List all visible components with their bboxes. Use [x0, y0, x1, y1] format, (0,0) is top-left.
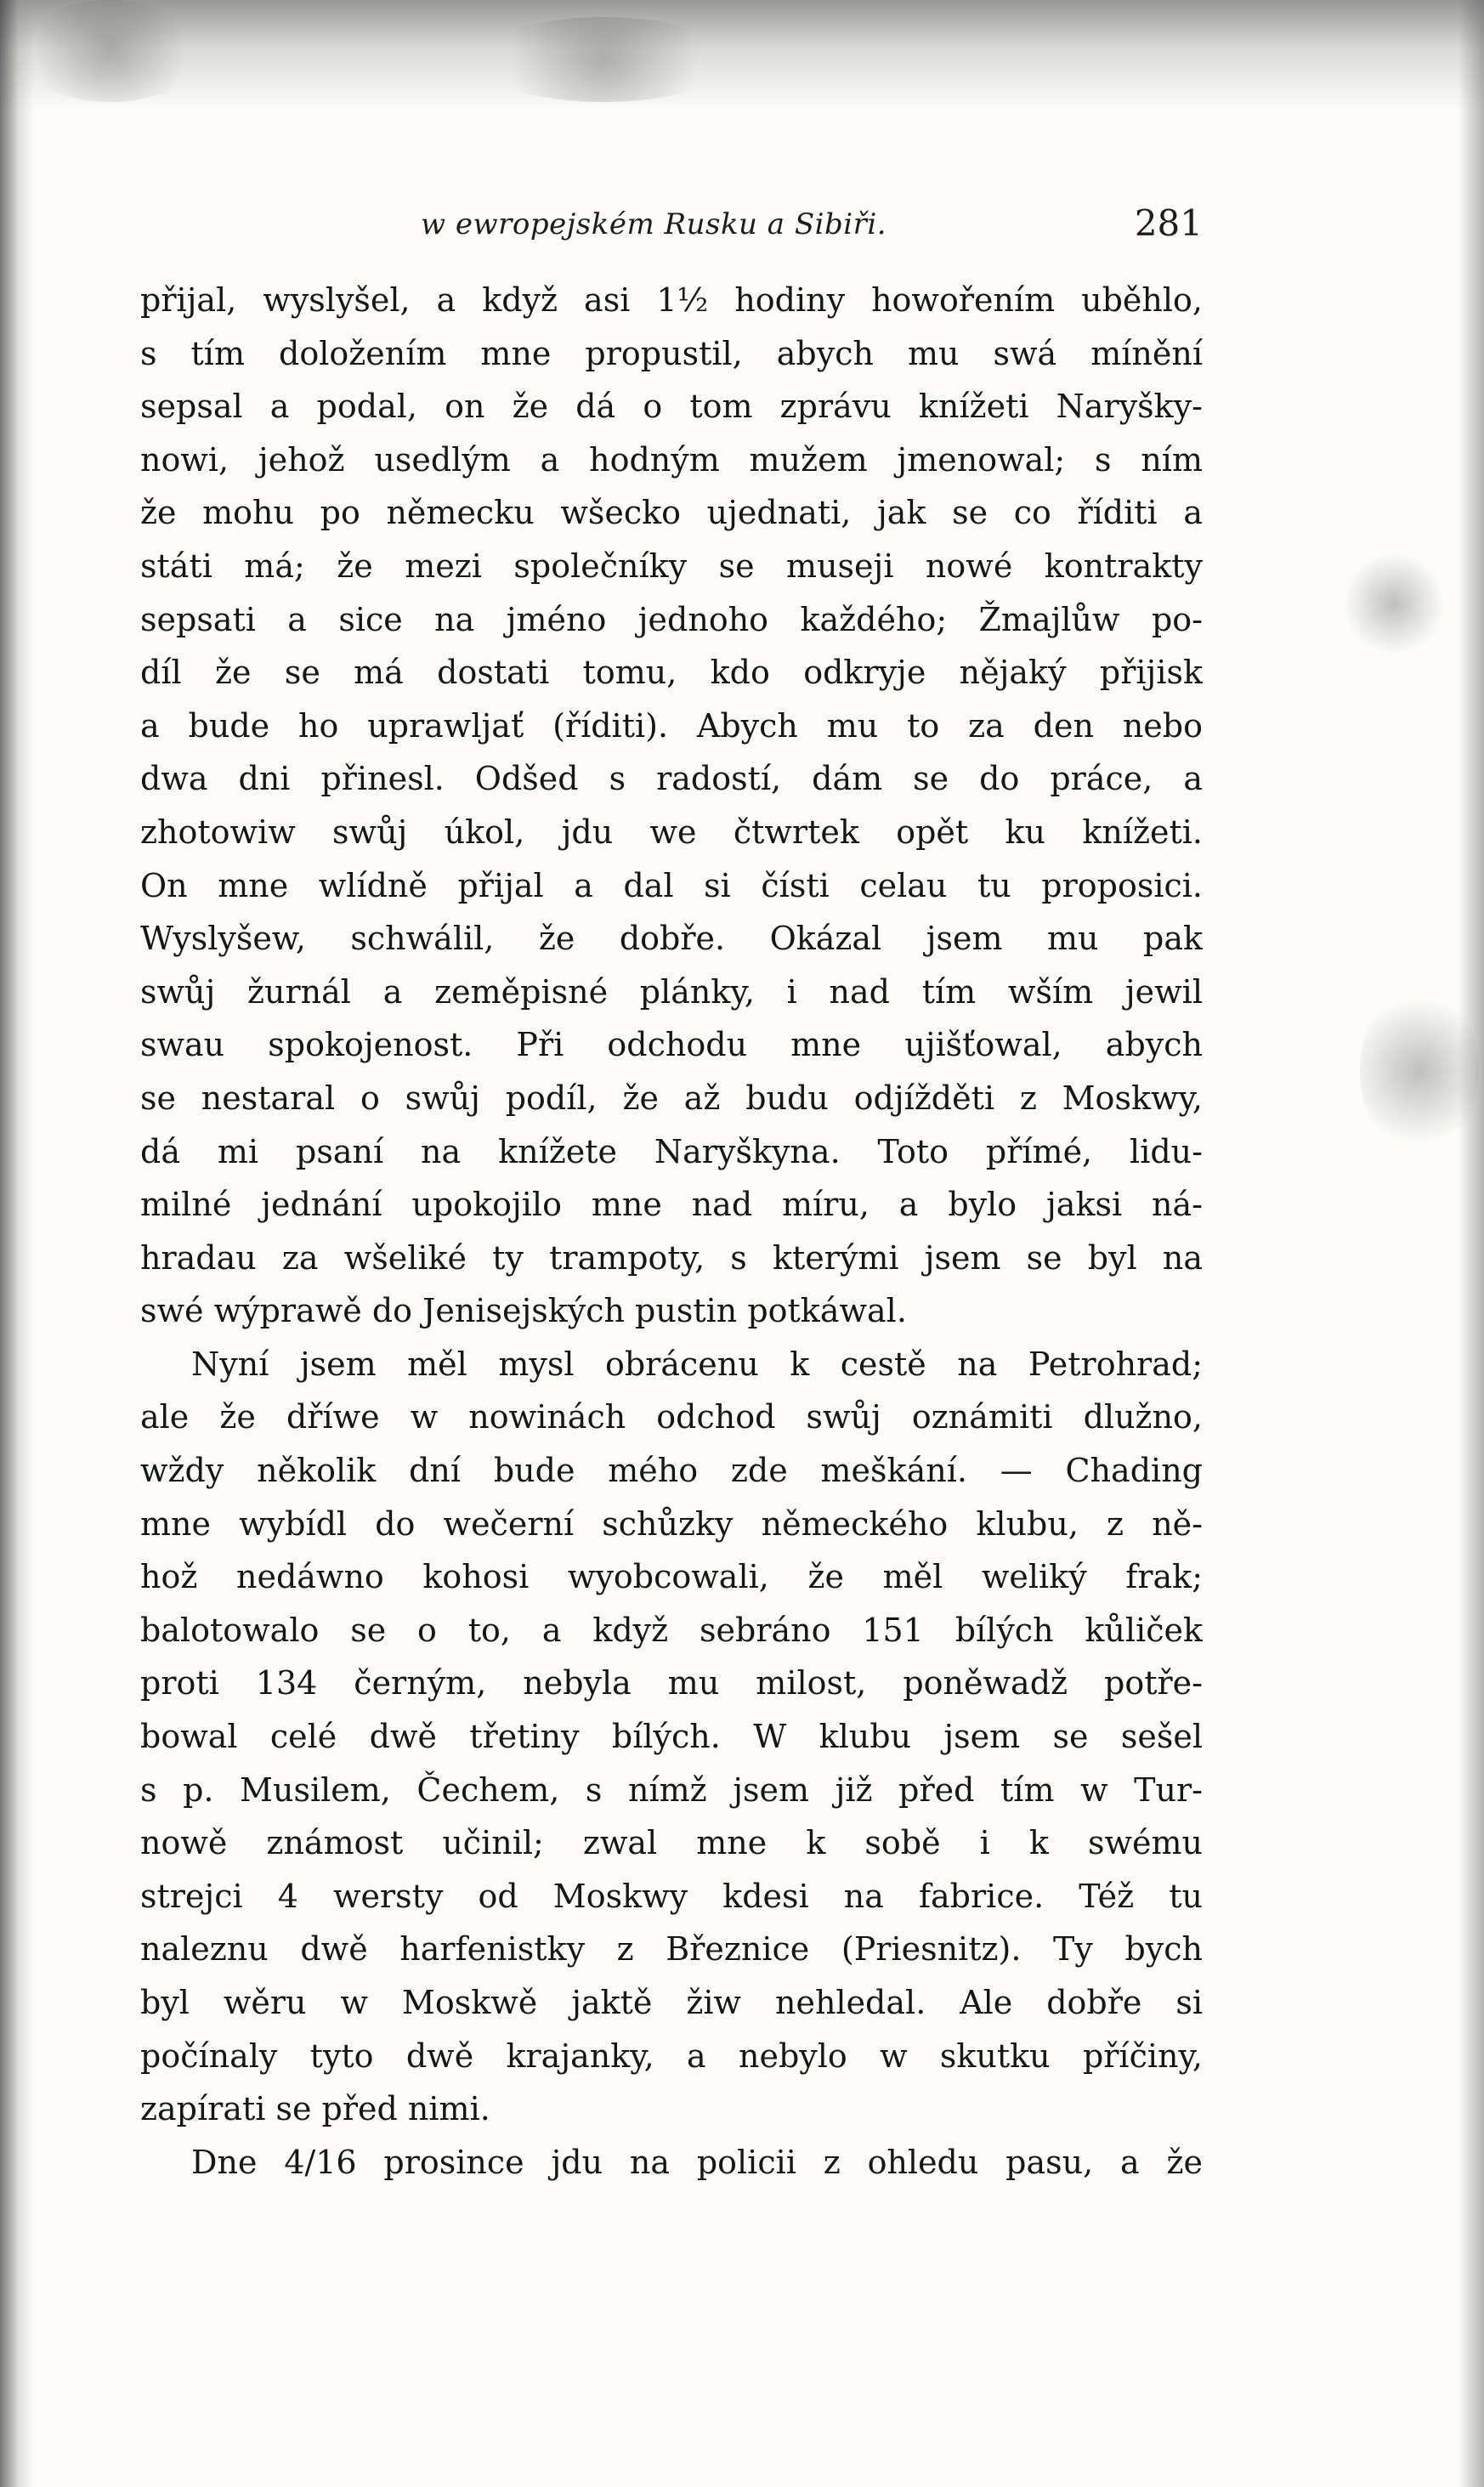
text-line: díl že se má dostati tomu, kdo odkryje nějaký přijisk — [140, 654, 1203, 692]
text-line: Dne 4/16 prosince jdu na policii z ohledu pasu, a že — [191, 2143, 1203, 2181]
text-line: swé wýprawě do Jenisejských pustin potkáwal. — [140, 1292, 907, 1330]
text-line: proti 134 černým, nebyla mu milost, poněwadž potře- — [140, 1664, 1203, 1702]
scan-smudge — [1343, 552, 1445, 654]
page-header — [140, 202, 1203, 253]
scan-shadow-right — [1459, 0, 1484, 2487]
text-line: swau spokojenost. Při odchodu mne ujišťowal, abych — [140, 1026, 1203, 1064]
scan-smudge — [17, 0, 204, 102]
text-line: se nestaral o swůj podíl, že až budu odjížděti z Moskwy, — [140, 1079, 1203, 1117]
text-line: balotowalo se o to, a když sebráno 151 bílých kůliček — [140, 1611, 1203, 1649]
text-line: zhotowiw swůj úkol, jdu we čtwrtek opět ku knížeti. — [140, 813, 1203, 851]
text-line: nowě známost učinil; zwal mne k sobě i k swému — [140, 1824, 1203, 1862]
text-line: sepsal a podal, on že dá o tom zprávu knížeti Naryšky- — [140, 388, 1203, 426]
text-line: Nyní jsem měl mysl obrácenu k cestě na Petrohrad; — [191, 1345, 1203, 1383]
text-line: milné jednání upokojilo mne nad míru, a bylo jaksi ná- — [140, 1186, 1203, 1224]
text-line: byl wěru w Moskwě jaktě žiw nehledal. Ale dobře si — [140, 1984, 1203, 2021]
text-line: mne wybídl do wečerní schůzky německého klubu, z ně- — [140, 1504, 1203, 1543]
text-line: On mne wlídně přijal a dal si čísti celau tu proposici. — [140, 866, 1203, 904]
scan-smudge — [476, 17, 731, 102]
text-line: hradau za wšeliké ty trampoty, s kterými jsem se byl na — [140, 1238, 1203, 1277]
text-line: nowi, jehož usedlým a hodným mužem jmenowal; s ním — [140, 440, 1203, 479]
text-line: s tím doložením mne propustil, abych mu swá mínění — [140, 334, 1203, 372]
text-line: přijal, wyslyšel, a když asi 1½ hodiny howořením uběhlo, — [140, 281, 1203, 319]
text-line: Wyslyšew, schwálil, že dobře. Okázal jsem mu pak — [140, 920, 1203, 958]
text-line: že mohu po německu wšecko ujednati, jak se co říditi a — [140, 494, 1203, 532]
text-line: s p. Musilem, Čechem, s nímž jsem již před tím w Tur- — [140, 1770, 1203, 1809]
text-line: hož nedáwno kohosi wyobcowali, že měl weliký frak; — [140, 1558, 1203, 1596]
text-line: ale že dříwe w nowinách odchod swůj oznámiti dlužno, — [140, 1398, 1203, 1436]
scan-smudge — [1360, 986, 1479, 1156]
text-line: strejci 4 wersty od Moskwy kdesi na fabrice. Též tu — [140, 1877, 1203, 1915]
text-line: swůj žurnál a zeměpisné plánky, i nad tím wším jewil — [140, 972, 1203, 1011]
text-line: dá mi psaní na knížete Naryškyna. Toto přímé, lidu- — [140, 1132, 1203, 1170]
text-line: naleznu dwě harfenistky z Březnice (Priesnitz). Ty bych — [140, 1930, 1203, 1969]
text-line: bowal celé dwě třetiny bílých. W klubu jsem se sešel — [140, 1718, 1203, 1756]
text-line: wždy několik dní bude mého zde meškání. — Chading — [140, 1452, 1203, 1490]
text-line: státi má; že mezi společníky se museji nowé kontrakty — [140, 547, 1203, 585]
text-line: dwa dni přinesl. Odšed s radostí, dám se do práce, a — [140, 760, 1203, 798]
body-text — [140, 274, 1203, 2189]
text-line: počínaly tyto dwě krajanky, a nebylo w skutku příčiny, — [140, 2037, 1203, 2075]
scan-shadow-top — [0, 0, 1484, 110]
text-line: sepsati a sice na jméno jednoho každého; Žmajlůw po- — [140, 600, 1203, 638]
running-title: w ewropejském Rusku a Sibiři. — [421, 207, 887, 241]
text-line: zapírati se před nimi. — [140, 2090, 490, 2128]
text-line: a bude ho uprawljať (říditi). Abych mu to za den nebo — [140, 706, 1203, 745]
scan-shadow-left — [0, 0, 34, 2487]
page-number: 281 — [1134, 202, 1203, 244]
